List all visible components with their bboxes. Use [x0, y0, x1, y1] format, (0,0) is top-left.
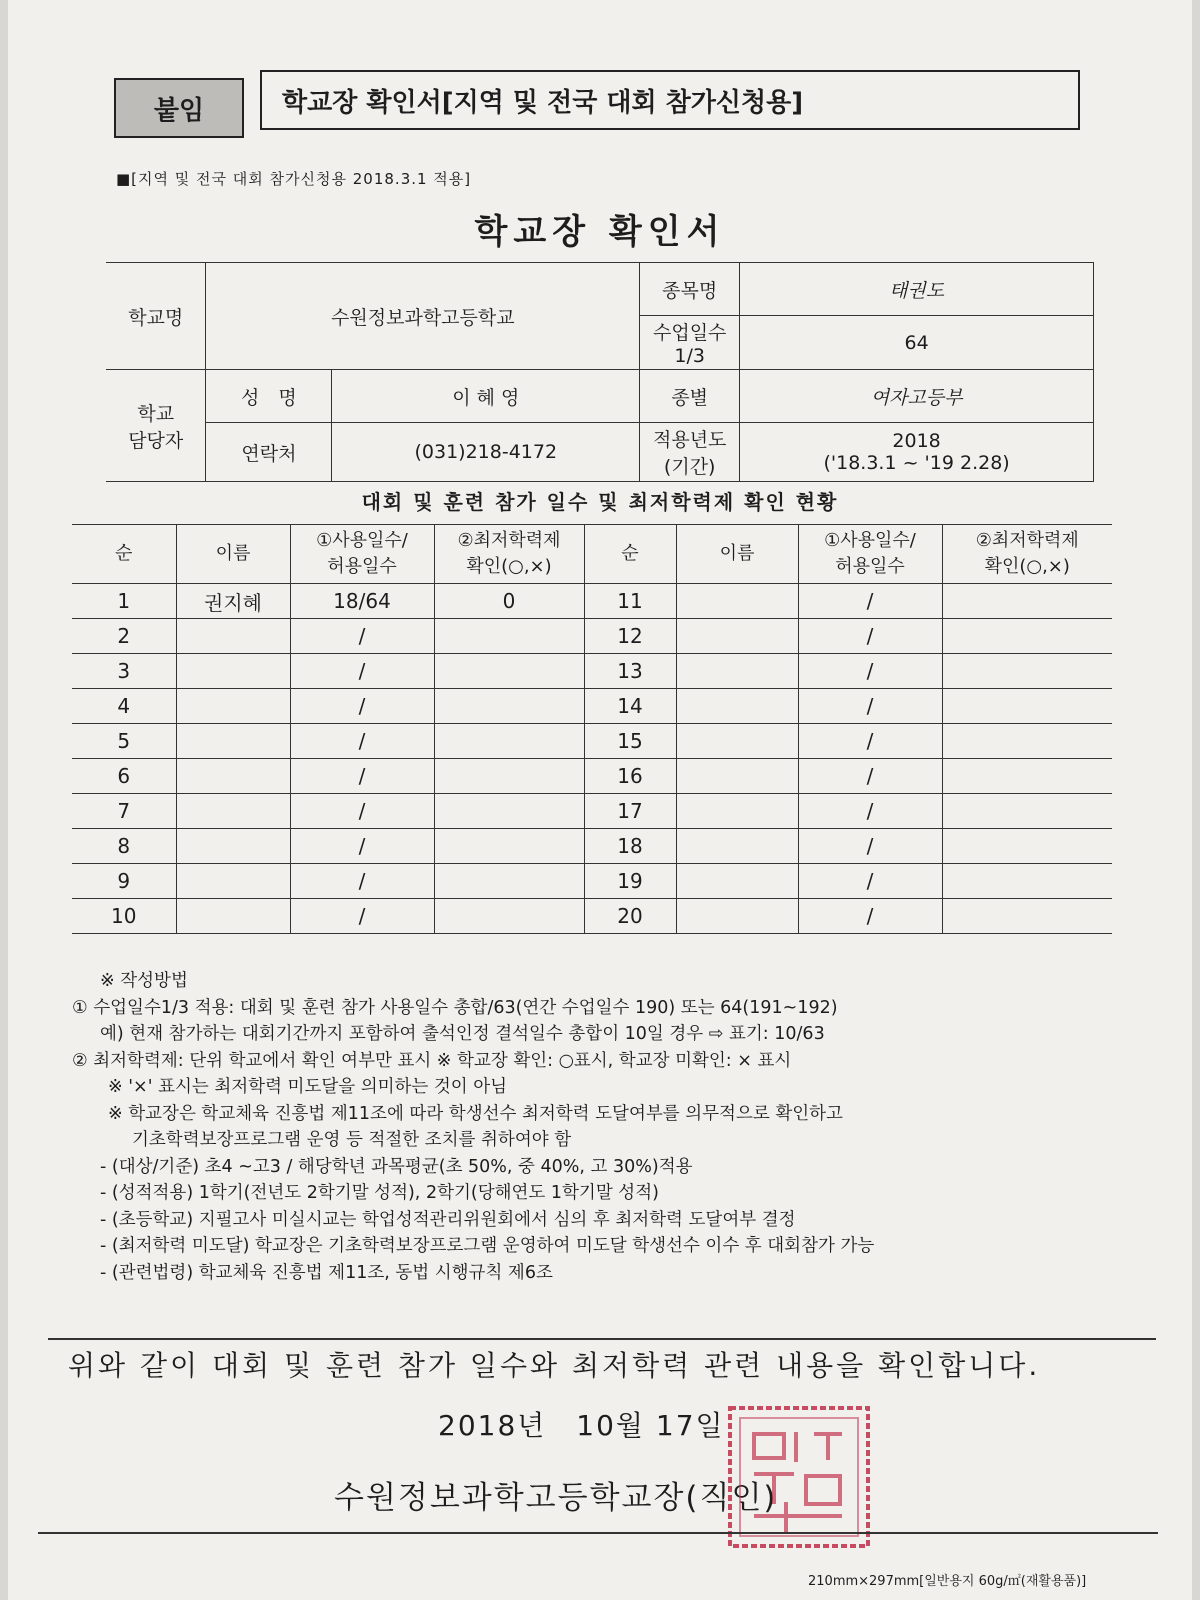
- row-min-left: 0: [434, 584, 584, 619]
- row-no-left: 10: [72, 899, 176, 934]
- row-min-right: [942, 689, 1112, 724]
- col-min-right-line1: ②최저학력제: [975, 530, 1079, 551]
- row-no-right: 12: [584, 619, 676, 654]
- year-value-line1: 2018: [892, 430, 941, 452]
- col-no-right: 순: [584, 525, 676, 584]
- year-value-line2: ('18.3.1 ~ '19 2.28): [823, 452, 1010, 474]
- row-name-right: [676, 829, 798, 864]
- row-min-right: [942, 864, 1112, 899]
- col-days-left-line1: ①사용일수/: [316, 530, 408, 551]
- contact-person-label-line2: 담당자: [128, 429, 184, 452]
- method-line-4: ※ '×' 표시는 최저학력 미도달을 의미하는 것이 아님: [108, 1077, 508, 1097]
- table-row: [72, 899, 1112, 934]
- row-min-left: [434, 864, 584, 899]
- row-days-right: /: [798, 584, 942, 619]
- col-min-right-line2: 확인(○,×): [984, 556, 1070, 577]
- row-days-left: /: [290, 899, 434, 934]
- col-min-right: [942, 525, 1112, 584]
- row-days-right: /: [798, 829, 942, 864]
- row-no-right: 19: [584, 864, 676, 899]
- col-min-left-line2: 확인(○,×): [466, 556, 552, 577]
- method-line-1: ① 수업일수1/3 적용: 대회 및 훈련 참가 사용일수 총합/63(연간 수업일수 190) 또는 64(191~192): [72, 997, 838, 1018]
- table-row: [72, 864, 1112, 899]
- row-days-left: /: [290, 619, 434, 654]
- table-header-row: [72, 525, 1112, 584]
- section-title: 대회 및 훈련 참가 일수 및 최저학력제 확인 현황: [361, 490, 839, 514]
- row-name-left: [176, 724, 290, 759]
- phone-label: 연락처: [206, 423, 332, 482]
- table-row: [72, 829, 1112, 864]
- col-days-left: [290, 525, 434, 584]
- seal-glyphs: [754, 1432, 842, 1532]
- row-min-right: [942, 759, 1112, 794]
- row-min-right: [942, 724, 1112, 759]
- row-days-right: /: [798, 794, 942, 829]
- row-no-right: 16: [584, 759, 676, 794]
- row-name-right: [676, 619, 798, 654]
- row-min-left: [434, 829, 584, 864]
- col-min-left: [434, 525, 584, 584]
- row-days-left: 18/64: [290, 584, 434, 619]
- row-days-right: /: [798, 724, 942, 759]
- row-no-right: 20: [584, 899, 676, 934]
- event-value: 태권도: [740, 263, 1094, 316]
- row-name-right: [676, 794, 798, 829]
- year-label-line2: (기간): [663, 456, 716, 478]
- row-name-left: [176, 864, 290, 899]
- table-row: [72, 794, 1112, 829]
- writing-method: [72, 968, 1152, 1286]
- row-no-right: 15: [584, 724, 676, 759]
- row-min-right: [942, 899, 1112, 934]
- row-name-right: [676, 689, 798, 724]
- row-days-left: /: [290, 794, 434, 829]
- row-no-left: 2: [72, 619, 176, 654]
- col-days-right-line1: ①사용일수/: [824, 530, 916, 551]
- contact-person-label: [106, 370, 206, 482]
- class-days-label-line2: 1/3: [674, 345, 705, 367]
- col-name-right: 이름: [676, 525, 798, 584]
- category-value: 여자고등부: [740, 370, 1094, 423]
- row-name-right: [676, 584, 798, 619]
- table-row: [72, 759, 1112, 794]
- row-min-left: [434, 899, 584, 934]
- method-line-9: - (초등학교) 지필고사 미실시교는 학업성적관리위원회에서 심의 후 최저학력 도달여부 결정: [100, 1209, 796, 1230]
- phone-value: (031)218-4172: [332, 423, 640, 482]
- row-days-left: /: [290, 864, 434, 899]
- row-days-right: /: [798, 619, 942, 654]
- row-days-right: /: [798, 654, 942, 689]
- col-name-left: 이름: [176, 525, 290, 584]
- row-min-right: [942, 619, 1112, 654]
- row-no-left: 4: [72, 689, 176, 724]
- row-min-left: [434, 794, 584, 829]
- form-subnote: ■[지역 및 전국 대회 참가신청용 2018.3.1 적용]: [116, 170, 472, 188]
- col-min-left-line1: ②최저학력제: [457, 530, 561, 551]
- seal-border: [730, 1408, 868, 1546]
- year-value: [740, 423, 1094, 482]
- method-line-3: ② 최저학력제: 단위 학교에서 확인 여부만 표시 ※ 학교장 확인: ○표시, 학교장 미확인: × 표시: [72, 1050, 792, 1071]
- school-name: 수원정보과학고등학교: [206, 263, 640, 370]
- confirmation-statement: 위와 같이 대회 및 훈련 참가 일수와 최저학력 관련 내용을 확인합니다.: [68, 1349, 1041, 1382]
- col-days-right: [798, 525, 942, 584]
- row-min-left: [434, 759, 584, 794]
- row-name-left: [176, 689, 290, 724]
- principal-signature-line: 수원정보과학고등학교장(직인): [334, 1480, 778, 1516]
- method-line-10: - (최저학력 미도달) 학교장은 기초학력보장프로그램 운영하여 미도달 학생선수 이수 후 대회참가 가능: [100, 1236, 875, 1256]
- row-min-right: [942, 794, 1112, 829]
- row-no-right: 17: [584, 794, 676, 829]
- row-min-left: [434, 724, 584, 759]
- row-name-right: [676, 724, 798, 759]
- header-title: 학교장 확인서[지역 및 전국 대회 참가신청용]: [260, 70, 1080, 130]
- col-days-left-line2: 허용일수: [327, 556, 397, 577]
- attachment-tag: 붙임: [114, 78, 244, 138]
- method-line-7: - (대상/기준) 초4 ~고3 / 해당학년 과목평균(초 50%, 중 40%, 고 30%)적용: [100, 1156, 693, 1177]
- row-min-left: [434, 619, 584, 654]
- issue-date: 2018년 10월 17일: [438, 1409, 725, 1442]
- row-name-right: [676, 759, 798, 794]
- row-days-left: /: [290, 759, 434, 794]
- row-no-left: 8: [72, 829, 176, 864]
- row-no-left: 5: [72, 724, 176, 759]
- row-name-left: [176, 829, 290, 864]
- event-label: 종목명: [640, 263, 740, 316]
- row-days-right: /: [798, 759, 942, 794]
- row-name-left: 권지혜: [176, 584, 290, 619]
- row-min-right: [942, 829, 1112, 864]
- row-days-left: /: [290, 689, 434, 724]
- row-days-right: /: [798, 899, 942, 934]
- row-name-left: [176, 619, 290, 654]
- bottom-divider: [38, 1532, 1158, 1534]
- row-min-right: [942, 654, 1112, 689]
- method-line-8: - (성적적용) 1학기(전년도 2학기말 성적), 2학기(당해연도 1학기말 성적): [100, 1183, 659, 1203]
- official-seal-stamp: [724, 1402, 874, 1552]
- row-no-left: 3: [72, 654, 176, 689]
- page-title: 학교장 확인서: [474, 212, 726, 252]
- row-no-left: 1: [72, 584, 176, 619]
- name-value: 이 혜 영: [332, 370, 640, 423]
- table-row: [72, 584, 1112, 619]
- school-info-table: [106, 262, 1094, 482]
- year-label-line1: 적용년도: [652, 429, 727, 451]
- table-row: [72, 689, 1112, 724]
- col-days-right-line2: 허용일수: [835, 556, 905, 577]
- row-no-left: 7: [72, 794, 176, 829]
- col-no-left: 순: [72, 525, 176, 584]
- year-label: [640, 423, 740, 482]
- row-no-right: 11: [584, 584, 676, 619]
- method-line-6: 기초학력보장프로그램 운영 등 적절한 조치를 취하여야 함: [132, 1130, 572, 1150]
- divider: [48, 1338, 1156, 1340]
- class-days-label-line1: 수업일수: [652, 322, 727, 344]
- row-days-left: /: [290, 724, 434, 759]
- row-no-left: 9: [72, 864, 176, 899]
- participation-table: [72, 524, 1112, 934]
- row-min-right: [942, 584, 1112, 619]
- row-name-right: [676, 899, 798, 934]
- row-name-left: [176, 899, 290, 934]
- row-min-left: [434, 654, 584, 689]
- paper-spec-footer: 210mm×297mm[일반용지 60g/㎡(재활용품)]: [808, 1574, 1087, 1589]
- row-no-right: 18: [584, 829, 676, 864]
- method-line-11: - (관련법령) 학교체육 진흥법 제11조, 동법 시행규칙 제6조: [100, 1262, 553, 1283]
- school-label: 학교명: [106, 263, 206, 370]
- row-days-right: /: [798, 689, 942, 724]
- method-title: ※ 작성방법: [100, 971, 188, 991]
- method-line-5: ※ 학교장은 학교체육 진흥법 제11조에 따라 학생선수 최저학력 도달여부를 의무적으로 확인하고: [108, 1103, 843, 1124]
- row-name-left: [176, 794, 290, 829]
- contact-person-label-line1: 학교: [137, 402, 175, 425]
- name-label: 성 명: [206, 370, 332, 423]
- class-days-value: 64: [740, 316, 1094, 370]
- row-name-right: [676, 864, 798, 899]
- row-min-left: [434, 689, 584, 724]
- row-no-left: 6: [72, 759, 176, 794]
- row-no-right: 13: [584, 654, 676, 689]
- header: [106, 78, 1096, 136]
- row-name-right: [676, 654, 798, 689]
- category-label: 종별: [640, 370, 740, 423]
- table-row: [72, 654, 1112, 689]
- method-line-2: 예) 현재 참가하는 대회기간까지 포함하여 출석인정 결석일수 총합이 10일 경우 ⇨ 표기: 10/63: [100, 1024, 825, 1044]
- row-no-right: 14: [584, 689, 676, 724]
- row-name-left: [176, 759, 290, 794]
- row-days-left: /: [290, 829, 434, 864]
- document-page: [8, 0, 1192, 1600]
- table-row: [72, 724, 1112, 759]
- row-days-left: /: [290, 654, 434, 689]
- class-days-label: [640, 316, 740, 370]
- row-name-left: [176, 654, 290, 689]
- table-row: [72, 619, 1112, 654]
- row-days-right: /: [798, 864, 942, 899]
